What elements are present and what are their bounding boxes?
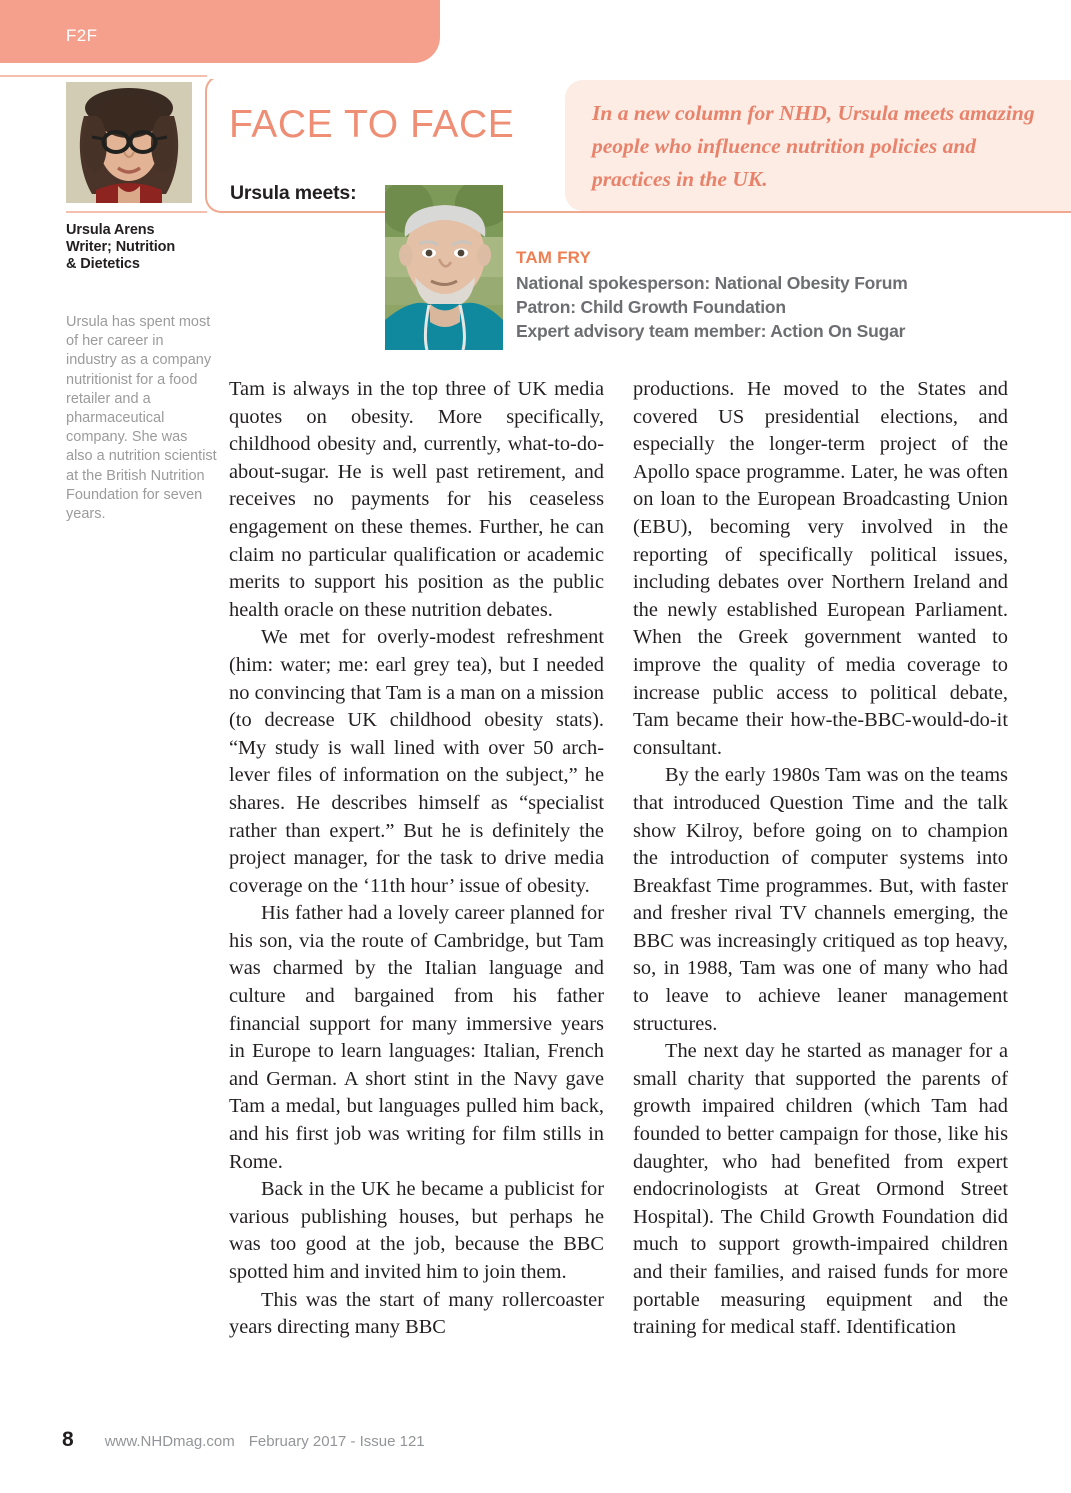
author-name (66, 222, 216, 273)
author-portrait-rule (66, 211, 207, 213)
pullquote-text: In a new column for NHD, Ursula meets amazing people who influence nutrition policies and practices in the UK. (592, 101, 1035, 191)
subject-credentials (516, 248, 1016, 343)
subject-role-1: National spokesperson: National Obesity Forum (516, 273, 908, 293)
meets-label: Ursula meets: (230, 182, 357, 204)
paragraph: His father had a lovely career planned for his son, via the route of Cambridge, but Tam was charmed by the Italian language and culture and bargained from his father financial support for many immersive years in Europe to learn languages: Italian, French and German. A short stint in the Navy gave Tam a medal, but languages pulled him back, and his first job was writing for film stills in Rome. (229, 902, 604, 1173)
author-name-line-1: Ursula Arens (66, 222, 155, 238)
author-bio: Ursula has spent most of her career in industry as a company nutritionist for a food retailer and a pharmaceutical company. She was also a nutrition scientist at the British Nutrition Foundation for seven years. (66, 314, 217, 523)
subject-portrait (385, 185, 503, 350)
author-name-line-3: & Dietetics (66, 256, 140, 272)
paragraph: We met for overly-modest refreshment (him: water; me: earl grey tea), but I needed no convincing that Tam is a man on a mission (to decrease UK childhood obesity stats). “My study is wall lined with over 50 arch-lever files of information on the subject,” he shares. He describes himself as “specialist rather than expert.” But he is definitely the project manager, for the task to drive media coverage on the ‘11th hour’ issue of obesity. (229, 626, 604, 897)
article-column-left (229, 376, 604, 1342)
subject-name: TAM FRY (516, 248, 592, 267)
subject-role-2: Patron: Child Growth Foundation (516, 297, 786, 317)
pullquote-box (565, 80, 1071, 211)
paragraph: Tam is always in the top three of UK media quotes on obesity. More specifically, childhood obesity and, currently, what-to-do-about-sugar. He is well past retirement, and receives no payments for his ceaseless engagement on these themes. Further, he can claim no particular qualification or academic merits to support his position as the public health oracle on these nutrition debates. (229, 378, 604, 621)
section-banner (0, 0, 440, 63)
author-name-line-2: Writer; Nutrition (66, 239, 176, 255)
author-portrait (66, 82, 192, 203)
section-banner-label: F2F (66, 26, 98, 45)
paragraph: productions. He moved to the States and covered US presidential elections, and especially the longer-term project of the Apollo space programme. Later, he was often on loan to the European Broadcasting Union (EBU), becoming very involved in the reporting of specifically political issues, including debates over Northern Ireland and the newly established European Parliament. When the Greek government wanted to improve the quality of media coverage to increase public access to political debate, Tam became their how-the-BBC-would-do-it consultant. (633, 378, 1008, 759)
paragraph: By the early 1980s Tam was on the teams that introduced Question Time and the talk show Kilroy, before going on to champion the introduction of computer systems into Breakfast Time programmes. But, with faster and fresher rival TV channels emerging, the BBC was increasingly critiqued as top heavy, so, in 1988, Tam was one of many who had to leave to achieve leaner management structures. (633, 764, 1008, 1035)
paragraph: The next day he started as manager for a small charity that supported the parents of growth impaired children (which Tam had founded to better campaign for those, like his daughter, who had benefited from expert endocrinologists at Great Ormond Street Hospital). The Child Growth Foundation did much to support growth-impaired children and their families, and raised funds for more portable measuring equipment and the training for medical staff. Identification (633, 1040, 1008, 1339)
subject-role-3: Expert advisory team member: Action On Sugar (516, 321, 906, 341)
footer-issue: February 2017 - Issue 121 (248, 1433, 425, 1450)
paragraph: This was the start of many rollercoaster years directing many BBC (229, 1288, 604, 1339)
footer-website: www.NHDmag.com (104, 1433, 235, 1450)
article-column-right (633, 376, 1008, 1342)
page-footer (62, 1428, 425, 1452)
page-number: 8 (62, 1428, 74, 1451)
paragraph: Back in the UK he became a publicist for various publishing houses, but perhaps he was too good at the job, because the BBC spotted him and invited him to join them. (229, 1178, 604, 1283)
title-frame-top-mask (207, 73, 1071, 79)
page-title: FACE TO FACE (229, 103, 515, 146)
